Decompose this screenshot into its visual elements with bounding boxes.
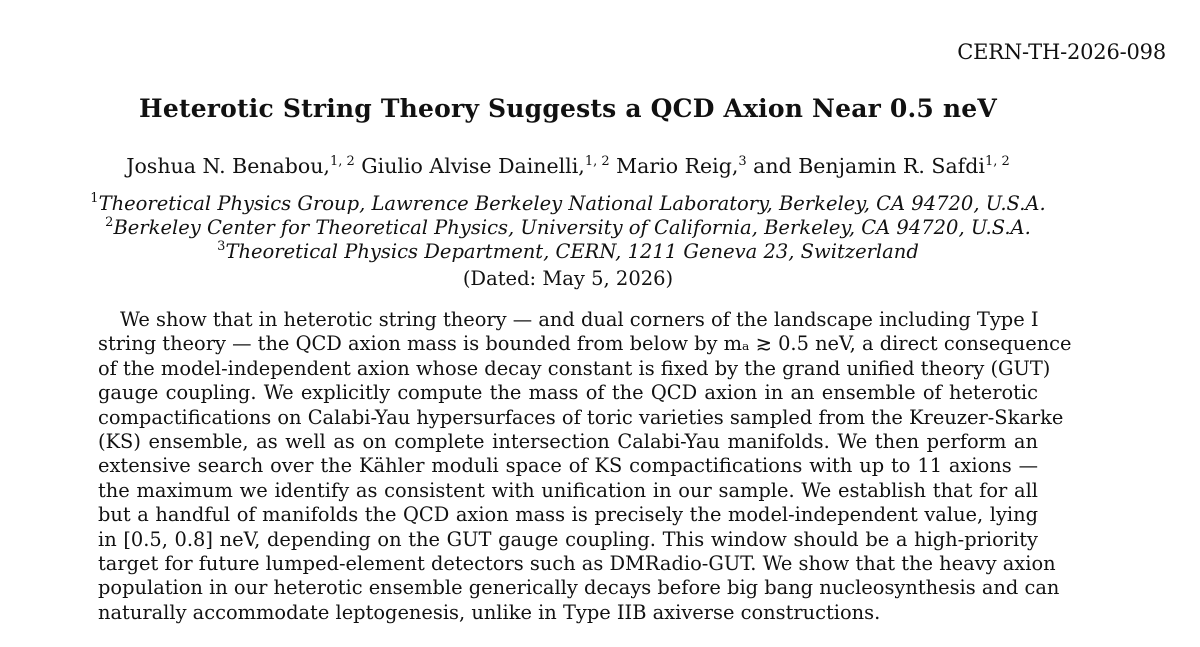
affiliation-mark: 2 — [105, 215, 114, 230]
abstract-line: naturally accommodate leptogenesis, unlike in Type IIB axiverse constructions. — [98, 600, 881, 624]
author-name: and Benjamin R. Safdi — [753, 154, 985, 178]
abstract-line: the maximum we identify as consistent with unification in our sample. We establish that for all — [98, 478, 1038, 502]
abstract-line: (KS) ensemble, as well as on complete intersection Calabi-Yau manifolds. We then perform an — [98, 429, 1038, 453]
abstract-line: compactifications on Calabi-Yau hypersurfaces of toric varieties sampled from the Kreuzer-Skarke — [98, 405, 1064, 429]
author-list — [0, 154, 1136, 178]
abstract-line: We show that in heterotic string theory — and dual corners of the landscape including Type I — [120, 308, 1039, 331]
author-affil-mark: 1, 2 — [984, 154, 1010, 169]
affiliation-mark: 3 — [217, 239, 226, 254]
affiliation-text: Theoretical Physics Department, CERN, 1211 Geneva 23, Switzerland — [225, 240, 919, 263]
abstract-line: but a handful of manifolds the QCD axion mass is precisely the model-independent value, lying — [98, 503, 1038, 527]
author-name: Joshua N. Benabou, — [126, 154, 330, 178]
abstract-line: of the model-independent axion whose decay constant is fixed by the grand unified theory (GUT) — [98, 356, 1051, 380]
affiliation-mark: 1 — [90, 191, 99, 206]
abstract-line: gauge coupling. We explicitly compute the mass of the QCD axion in an ensemble of heterotic — [98, 381, 1038, 405]
date-line: (Dated: May 5, 2026) — [462, 267, 674, 290]
paper-title: Heterotic String Theory Suggests a QCD Axion Near 0.5 neV — [139, 94, 997, 123]
affiliation — [0, 216, 1136, 239]
abstract-line: target for future lumped-element detectors such as DMRadio-GUT. We show that the heavy axion — [98, 551, 1056, 575]
abstract — [98, 308, 1072, 625]
report-number: CERN-TH-2026-098 — [957, 40, 1166, 64]
abstract-line: extensive search over the Kähler moduli space of KS compactifications with up to 11 axions — — [98, 454, 1038, 478]
author-affil-mark: 1, 2 — [584, 154, 610, 169]
author-name: Mario Reig, — [616, 154, 739, 178]
abstract-line: population in our heterotic ensemble generically decays before big bang nucleosynthesis and can — [98, 576, 1060, 600]
abstract-line: in [0.5, 0.8] neV, depending on the GUT gauge coupling. This window should be a high-priority — [98, 527, 1038, 551]
author-name: Giulio Alvise Dainelli, — [361, 154, 585, 178]
author-affil-mark: 1, 2 — [329, 154, 355, 169]
affiliation — [0, 240, 1136, 263]
affiliation — [0, 192, 1136, 215]
affiliation-text: Theoretical Physics Group, Lawrence Berkeley National Laboratory, Berkeley, CA 94720, U.S.A. — [98, 192, 1046, 215]
abstract-line: string theory — the QCD axion mass is bounded from below by mₐ ≳ 0.5 neV, a direct consequence — [98, 332, 1072, 356]
affiliation-text: Berkeley Center for Theoretical Physics, University of California, Berkeley, CA 94720, U.S.A. — [113, 216, 1031, 239]
author-affil-mark: 3 — [738, 154, 747, 169]
